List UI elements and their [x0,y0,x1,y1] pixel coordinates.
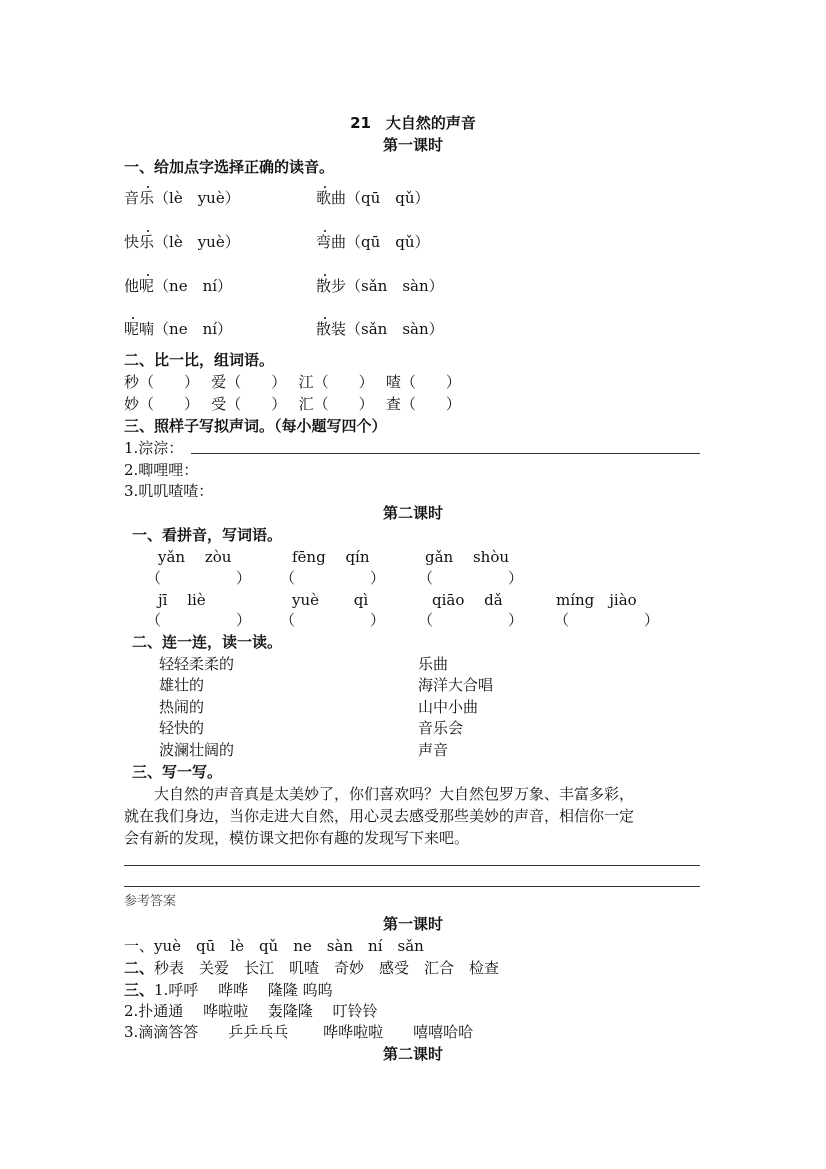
pronunciation-item [124,188,240,208]
match-item-right[interactable]: 音乐会 [418,719,464,737]
p2s1-heading: 一、看拼音，写词语。 [132,526,283,544]
s3-heading: 三、照样子写拟声词。（每小题写四个） [124,417,387,435]
char: 快 [124,233,140,251]
char: 音 [124,189,140,207]
dotted-char: 弯 [316,233,332,251]
match-item-right[interactable]: 声音 [418,741,449,759]
dotted-char: 歌 [316,189,332,207]
char: 步 [331,277,347,295]
paragraph-line: 大自然的声音真是太美妙了，你们喜欢吗？大自然包罗万象、丰富多彩， [124,785,635,803]
paragraph-line: 就在我们身边，当你走进大自然，用心灵去感受那些美妙的声音，相信你一定 [124,807,635,825]
pinyin-options[interactable]: （ne ní） [154,320,233,338]
pronunciation-item [316,188,430,208]
pronunciation-item [316,276,444,296]
answer-blank[interactable]: （ ） [418,569,524,587]
answer-4: 2.扑通通 哗啦啦 轰隆隆 叮铃铃 [124,1002,378,1020]
pronunciation-item [124,276,232,296]
char: 曲 [331,189,347,207]
word-cell: 受（ ） [211,395,279,413]
lesson-1-heading: 第一课时 [382,136,443,154]
s1-heading: 一、给加点字选择正确的读音。 [124,158,335,176]
dotted-char: 乐 [139,189,155,207]
pronunciation-item [124,232,240,252]
pronunciation-item [124,319,232,339]
char: 喃 [139,320,155,338]
answer-blank[interactable]: （ ） [280,611,386,629]
answer-2 [124,958,499,978]
s3-item-1: 1.淙淙： [124,439,184,457]
pinyin: qiāo dǎ [432,591,503,609]
writing-line[interactable] [124,865,700,866]
pinyin-options[interactable]: （qū qǔ） [346,189,430,207]
s2-row-2 [124,394,461,414]
dotted-char: 乐 [139,233,155,251]
match-item-left[interactable]: 雄壮的 [159,676,205,694]
answer-blank[interactable]: （ ） [146,611,252,629]
word-cell: 秒（ ） [124,373,192,391]
pinyin: gǎn shòu [425,548,510,566]
dotted-char: 散 [316,277,332,295]
pinyin-options[interactable]: （qū qǔ） [346,233,430,251]
char: 曲 [331,233,347,251]
answer-5: 3.滴滴答答 乒乒乓乓 哗哗啦啦 嘻嘻哈哈 [124,1023,474,1041]
answer-text: 1.呼呼 哗哗 隆隆 呜呜 [154,981,333,999]
s3-item-3: 3.叽叽喳喳： [124,482,214,500]
p2s3-heading: 三、写一写。 [132,763,223,781]
answer-blank[interactable]: （ ） [146,569,252,587]
lesson-2-heading: 第二课时 [382,504,443,522]
pinyin: fēng qín [292,548,370,566]
dotted-char: 散 [316,320,332,338]
word-cell: 江（ ） [298,373,367,391]
answers-lesson-1: 第一课时 [382,915,443,933]
pinyin-options[interactable]: （ne ní） [154,277,233,295]
pinyin-options[interactable]: （sǎn sàn） [346,320,444,338]
answer-blank[interactable]: （ ） [418,611,524,629]
match-item-left[interactable]: 轻快的 [159,719,205,737]
word-cell: 查（ ） [385,395,461,413]
pinyin-options[interactable]: （sǎn sàn） [346,277,444,295]
word-cell: 爱（ ） [211,373,279,391]
word-cell: 汇（ ） [298,395,367,413]
match-item-left[interactable]: 热闹的 [159,698,205,716]
doc-title: 21 大自然的声音 [350,114,476,132]
match-item-left[interactable]: 轻轻柔柔的 [159,655,235,673]
char: 他 [124,277,140,295]
pinyin-options[interactable]: （lè yuè） [154,233,240,251]
paragraph-line: 会有新的发现，模仿课文把你有趣的发现写下来吧。 [124,829,470,847]
word-cell: 喳（ ） [385,373,461,391]
pinyin: yuè qì [292,591,369,609]
pinyin: jī liè [158,591,206,609]
p2s2-heading: 二、连一连，读一读。 [132,633,283,651]
match-item-right[interactable]: 山中小曲 [418,698,479,716]
match-item-left[interactable]: 波澜壮阔的 [159,741,235,759]
answer-blank[interactable]: （ ） [554,611,660,629]
answer-prefix: 二、 [124,959,155,977]
s2-heading: 二、比一比，组词语。 [124,351,275,369]
match-item-right[interactable]: 海洋大合唱 [418,676,494,694]
answer-1: 一、yuè qū lè qǔ ne sàn ní sǎn [124,937,424,955]
match-item-right[interactable]: 乐曲 [418,655,449,673]
pronunciation-item [316,232,430,252]
pinyin: míng jiào [556,591,637,609]
answer-prefix: 三、 [124,981,155,999]
answer-3 [124,980,333,1000]
s2-row-1 [124,372,461,392]
pinyin: yǎn zòu [158,548,232,566]
dotted-char: 呢 [139,277,155,295]
answers-lesson-2: 第二课时 [382,1045,443,1063]
writing-line[interactable] [124,886,700,887]
pinyin-options[interactable]: （lè yuè） [154,189,240,207]
char: 装 [331,320,347,338]
pronunciation-item [316,319,444,339]
answers-label: 参考答案 [124,894,177,909]
answer-blank[interactable]: （ ） [280,569,386,587]
answer-line[interactable] [191,453,700,454]
answer-text: 秒表 关爱 长江 叽喳 奇妙 感受 汇合 检查 [154,959,500,977]
word-cell: 妙（ ） [124,395,192,413]
dotted-char: 呢 [124,320,140,338]
s3-item-2: 2.唧哩哩： [124,461,199,479]
